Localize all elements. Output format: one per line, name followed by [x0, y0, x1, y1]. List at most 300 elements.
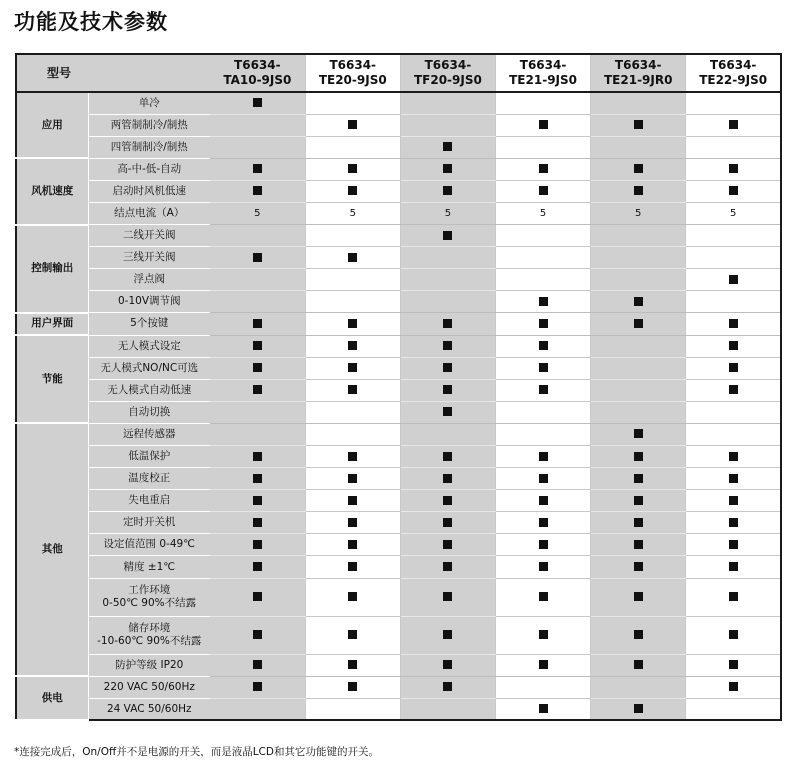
value-cell	[210, 468, 305, 490]
table-row	[16, 490, 781, 512]
value-cell	[210, 534, 305, 556]
table-row	[16, 247, 781, 269]
value-cell	[686, 401, 781, 423]
value-cell	[305, 247, 400, 269]
value-cell	[686, 269, 781, 291]
spec-body	[16, 92, 781, 720]
checkmark-square-icon	[443, 540, 452, 549]
value-cell	[591, 446, 686, 468]
checkmark-square-icon	[348, 496, 357, 505]
checkmark-square-icon	[634, 429, 643, 438]
value-cell	[495, 379, 590, 401]
checkmark-square-icon	[634, 630, 643, 639]
checkmark-square-icon	[634, 562, 643, 571]
table-row	[16, 676, 781, 698]
checkmark-square-icon	[253, 341, 262, 350]
checkmark-square-icon	[253, 474, 262, 483]
checkmark-square-icon	[634, 297, 643, 306]
checkmark-square-icon	[539, 474, 548, 483]
checkmark-square-icon	[443, 592, 452, 601]
model-header	[686, 54, 781, 92]
header-row	[16, 54, 781, 92]
feature-cell: 二线开关阀	[88, 225, 210, 247]
table-row	[16, 379, 781, 401]
checkmark-square-icon	[348, 518, 357, 527]
value-cell	[495, 158, 590, 180]
value-cell	[495, 291, 590, 313]
value-cell	[686, 379, 781, 401]
value-cell	[305, 401, 400, 423]
value-cell	[210, 247, 305, 269]
feature-cell: 220 VAC 50/60Hz	[88, 676, 210, 698]
page-title: 功能及技术参数	[14, 10, 168, 34]
value-cell	[210, 225, 305, 247]
checkmark-square-icon	[253, 682, 262, 691]
checkmark-square-icon	[539, 164, 548, 173]
checkmark-square-icon	[348, 540, 357, 549]
table-row	[16, 616, 781, 654]
feature-cell: 结点电流（A）	[88, 202, 210, 224]
model-header	[591, 54, 686, 92]
value-cell	[210, 202, 305, 224]
feature-cell: 四管制制冷/制热	[88, 136, 210, 158]
checkmark-square-icon	[634, 660, 643, 669]
checkmark-square-icon	[348, 682, 357, 691]
value-cell	[686, 423, 781, 445]
value-cell	[591, 225, 686, 247]
checkmark-square-icon	[729, 385, 738, 394]
value-cell	[400, 616, 495, 654]
table-row	[16, 202, 781, 224]
value-cell	[400, 357, 495, 379]
checkmark-square-icon	[634, 319, 643, 328]
value-cell	[400, 534, 495, 556]
checkmark-square-icon	[443, 142, 452, 151]
table-row	[16, 291, 781, 313]
checkmark-square-icon	[539, 319, 548, 328]
value-cell	[495, 225, 590, 247]
feature-cell: 高-中-低-自动	[88, 158, 210, 180]
value-cell	[686, 512, 781, 534]
value-cell	[305, 269, 400, 291]
checkmark-square-icon	[253, 562, 262, 571]
checkmark-square-icon	[443, 363, 452, 372]
checkmark-square-icon	[729, 186, 738, 195]
checkmark-square-icon	[729, 562, 738, 571]
checkmark-square-icon	[729, 682, 738, 691]
checkmark-square-icon	[253, 186, 262, 195]
checkmark-square-icon	[539, 341, 548, 350]
value-cell	[400, 654, 495, 676]
value-cell	[210, 698, 305, 720]
value-cell	[591, 136, 686, 158]
value-cell	[495, 446, 590, 468]
table-row	[16, 92, 781, 114]
checkmark-square-icon	[729, 496, 738, 505]
value-cell	[305, 225, 400, 247]
value-cell	[210, 616, 305, 654]
checkmark-square-icon	[634, 704, 643, 713]
value-cell	[495, 616, 590, 654]
value-cell	[591, 357, 686, 379]
checkmark-square-icon	[348, 186, 357, 195]
value-cell	[305, 180, 400, 202]
value-cell	[495, 654, 590, 676]
value-cell	[305, 114, 400, 136]
value-cell	[686, 616, 781, 654]
table-row	[16, 468, 781, 490]
feature-cell: 温度校正	[88, 468, 210, 490]
checkmark-square-icon	[634, 164, 643, 173]
value-cell	[400, 225, 495, 247]
value-cell	[495, 556, 590, 578]
value-cell	[495, 468, 590, 490]
table-row	[16, 357, 781, 379]
model-name-line: TA10-9JS0	[223, 73, 292, 87]
checkmark-square-icon	[729, 164, 738, 173]
checkmark-square-icon	[348, 120, 357, 129]
value-cell	[591, 556, 686, 578]
value-cell	[495, 698, 590, 720]
table-row	[16, 136, 781, 158]
checkmark-square-icon	[634, 540, 643, 549]
checkmark-square-icon	[539, 120, 548, 129]
feature-cell: 0-10V调节阀	[88, 291, 210, 313]
model-name-line: TE20-9JS0	[318, 73, 387, 87]
feature-cell: 自动切换	[88, 401, 210, 423]
value-cell	[686, 676, 781, 698]
value-cell	[400, 269, 495, 291]
value-cell	[400, 468, 495, 490]
value-cell	[686, 136, 781, 158]
checkmark-square-icon	[729, 452, 738, 461]
checkmark-square-icon	[348, 660, 357, 669]
model-header	[495, 54, 590, 92]
checkmark-square-icon	[253, 592, 262, 601]
checkmark-square-icon	[539, 297, 548, 306]
value-cell	[210, 512, 305, 534]
checkmark-square-icon	[443, 660, 452, 669]
checkmark-square-icon	[348, 592, 357, 601]
value-cell	[591, 423, 686, 445]
table-row	[16, 335, 781, 357]
value-cell	[400, 578, 495, 616]
value-cell	[591, 616, 686, 654]
checkmark-square-icon	[348, 474, 357, 483]
value-cell	[305, 698, 400, 720]
feature-cell: 工作环境 0-50℃ 90%不结露	[88, 578, 210, 616]
feature-cell: 浮点阀	[88, 269, 210, 291]
checkmark-square-icon	[443, 186, 452, 195]
value-cell	[495, 92, 590, 114]
table-row	[16, 423, 781, 445]
value-cell	[210, 136, 305, 158]
model-name-line: T6634-	[709, 58, 757, 72]
value-cell	[591, 291, 686, 313]
checkmark-square-icon	[443, 319, 452, 328]
value-cell	[686, 114, 781, 136]
checkmark-square-icon	[729, 518, 738, 527]
value-cell	[591, 247, 686, 269]
value-cell	[305, 136, 400, 158]
value-cell	[495, 401, 590, 423]
model-name-line: TE22-9JS0	[699, 73, 768, 87]
value-cell	[686, 556, 781, 578]
value-cell	[210, 92, 305, 114]
checkmark-square-icon	[443, 341, 452, 350]
value-cell	[400, 401, 495, 423]
table-row	[16, 313, 781, 335]
value-cell	[495, 676, 590, 698]
value-cell	[686, 335, 781, 357]
table-row	[16, 654, 781, 676]
checkmark-square-icon	[443, 518, 452, 527]
value-cell	[400, 423, 495, 445]
feature-cell: 设定值范围 0-49℃	[88, 534, 210, 556]
feature-cell: 无人模式设定	[88, 335, 210, 357]
checkmark-square-icon	[634, 452, 643, 461]
checkmark-square-icon	[539, 452, 548, 461]
checkmark-square-icon	[634, 592, 643, 601]
table-row	[16, 158, 781, 180]
value-text: 5	[539, 208, 547, 220]
checkmark-square-icon	[253, 496, 262, 505]
value-cell	[591, 269, 686, 291]
checkmark-square-icon	[539, 385, 548, 394]
checkmark-square-icon	[443, 385, 452, 394]
value-cell	[400, 180, 495, 202]
footnote: *连接完成后，On/Off并不是电源的开关，而是液晶LCD和其它功能键的开关。	[14, 746, 379, 758]
value-cell	[305, 578, 400, 616]
category-cell: 其他	[16, 423, 88, 676]
table-row	[16, 512, 781, 534]
checkmark-square-icon	[253, 164, 262, 173]
table-row	[16, 534, 781, 556]
checkmark-square-icon	[253, 98, 262, 107]
value-cell	[495, 534, 590, 556]
checkmark-square-icon	[348, 630, 357, 639]
category-cell: 用户界面	[16, 313, 88, 335]
value-cell	[686, 158, 781, 180]
value-text: 5	[635, 208, 642, 220]
checkmark-square-icon	[539, 496, 548, 505]
value-cell	[495, 269, 590, 291]
value-cell	[210, 401, 305, 423]
value-cell	[400, 247, 495, 269]
model-header	[400, 54, 495, 92]
checkmark-square-icon	[634, 120, 643, 129]
category-cell: 风机速度	[16, 158, 88, 224]
checkmark-square-icon	[253, 660, 262, 669]
value-cell	[400, 676, 495, 698]
checkmark-square-icon	[443, 562, 452, 571]
checkmark-square-icon	[729, 660, 738, 669]
checkmark-square-icon	[729, 341, 738, 350]
value-cell	[210, 313, 305, 335]
value-cell	[400, 136, 495, 158]
checkmark-square-icon	[253, 540, 262, 549]
value-cell	[305, 512, 400, 534]
feature-cell: 三线开关阀	[88, 247, 210, 269]
checkmark-square-icon	[443, 231, 452, 240]
value-cell	[686, 468, 781, 490]
feature-cell: 无人模式自动低速	[88, 379, 210, 401]
checkmark-square-icon	[634, 518, 643, 527]
value-cell	[210, 180, 305, 202]
table-row	[16, 114, 781, 136]
value-cell	[591, 490, 686, 512]
value-text: 5	[254, 208, 261, 220]
feature-cell: 两管制制冷/制热	[88, 114, 210, 136]
checkmark-square-icon	[443, 630, 452, 639]
table-row	[16, 225, 781, 247]
checkmark-square-icon	[348, 385, 357, 394]
category-cell: 控制输出	[16, 225, 88, 313]
value-cell	[495, 512, 590, 534]
model-name-line: T6634-	[614, 58, 662, 72]
checkmark-square-icon	[539, 630, 548, 639]
checkmark-square-icon	[539, 704, 548, 713]
value-cell	[305, 92, 400, 114]
value-cell	[686, 313, 781, 335]
checkmark-square-icon	[348, 452, 357, 461]
checkmark-square-icon	[348, 164, 357, 173]
value-cell	[686, 357, 781, 379]
value-cell	[495, 313, 590, 335]
value-cell	[210, 291, 305, 313]
value-cell	[305, 490, 400, 512]
checkmark-square-icon	[539, 562, 548, 571]
value-cell	[305, 534, 400, 556]
value-cell	[495, 490, 590, 512]
value-cell	[495, 180, 590, 202]
table-row	[16, 269, 781, 291]
value-cell	[400, 556, 495, 578]
value-cell	[400, 291, 495, 313]
category-cell: 节能	[16, 335, 88, 423]
feature-cell: 精度 ±1℃	[88, 556, 210, 578]
checkmark-square-icon	[729, 319, 738, 328]
value-cell	[305, 313, 400, 335]
feature-cell: 定时开关机	[88, 512, 210, 534]
checkmark-square-icon	[348, 319, 357, 328]
value-cell	[686, 225, 781, 247]
checkmark-square-icon	[348, 253, 357, 262]
feature-cell: 低温保护	[88, 446, 210, 468]
value-cell	[305, 446, 400, 468]
checkmark-square-icon	[253, 253, 262, 262]
checkmark-square-icon	[443, 407, 452, 416]
value-cell	[686, 654, 781, 676]
value-cell	[305, 468, 400, 490]
checkmark-square-icon	[443, 452, 452, 461]
feature-cell: 5个按键	[88, 313, 210, 335]
checkmark-square-icon	[539, 540, 548, 549]
checkmark-square-icon	[539, 186, 548, 195]
value-cell	[686, 578, 781, 616]
checkmark-square-icon	[443, 164, 452, 173]
value-cell	[495, 202, 590, 224]
value-cell	[495, 114, 590, 136]
value-cell	[305, 423, 400, 445]
model-header	[305, 54, 400, 92]
feature-cell: 启动时风机低速	[88, 180, 210, 202]
value-cell	[686, 291, 781, 313]
checkmark-square-icon	[539, 518, 548, 527]
value-cell	[686, 490, 781, 512]
value-cell	[686, 247, 781, 269]
value-cell	[400, 313, 495, 335]
model-name-line: T6634-	[234, 58, 281, 72]
value-cell	[495, 136, 590, 158]
checkmark-square-icon	[443, 682, 452, 691]
value-cell	[591, 202, 686, 224]
table-row	[16, 698, 781, 720]
checkmark-square-icon	[253, 363, 262, 372]
checkmark-square-icon	[729, 120, 738, 129]
checkmark-square-icon	[729, 275, 738, 284]
value-cell	[686, 180, 781, 202]
table-row	[16, 180, 781, 202]
checkmark-square-icon	[729, 474, 738, 483]
value-cell	[400, 335, 495, 357]
feature-cell: 单冷	[88, 92, 210, 114]
value-cell	[305, 202, 400, 224]
value-cell	[305, 291, 400, 313]
value-cell	[591, 534, 686, 556]
value-cell	[210, 335, 305, 357]
feature-cell: 远程传感器	[88, 423, 210, 445]
value-cell	[495, 247, 590, 269]
value-cell	[591, 92, 686, 114]
value-cell	[305, 379, 400, 401]
checkmark-square-icon	[253, 385, 262, 394]
feature-cell: 24 VAC 50/60Hz	[88, 698, 210, 720]
category-cell: 应用	[16, 92, 88, 158]
model-name-line: TE21-9JS0	[509, 73, 577, 87]
value-cell	[591, 114, 686, 136]
model-name-line: TF20-9JS0	[413, 73, 482, 87]
value-cell	[210, 556, 305, 578]
checkmark-square-icon	[729, 592, 738, 601]
value-cell	[495, 357, 590, 379]
checkmark-square-icon	[729, 363, 738, 372]
checkmark-square-icon	[443, 474, 452, 483]
value-cell	[591, 676, 686, 698]
value-cell	[686, 534, 781, 556]
value-cell	[591, 313, 686, 335]
checkmark-square-icon	[253, 518, 262, 527]
checkmark-square-icon	[729, 540, 738, 549]
value-cell	[210, 114, 305, 136]
model-name-line: T6634-	[519, 58, 567, 72]
value-cell	[400, 446, 495, 468]
checkmark-square-icon	[634, 474, 643, 483]
value-text: 5	[349, 208, 356, 220]
model-name-line: T6634-	[329, 58, 377, 72]
model-name-line: T6634-	[424, 58, 472, 72]
checkmark-square-icon	[348, 363, 357, 372]
value-cell	[210, 676, 305, 698]
model-header	[210, 54, 305, 92]
table-row	[16, 578, 781, 616]
value-cell	[591, 379, 686, 401]
value-cell	[686, 446, 781, 468]
value-cell	[591, 654, 686, 676]
value-cell	[400, 158, 495, 180]
value-cell	[591, 180, 686, 202]
value-cell	[210, 379, 305, 401]
